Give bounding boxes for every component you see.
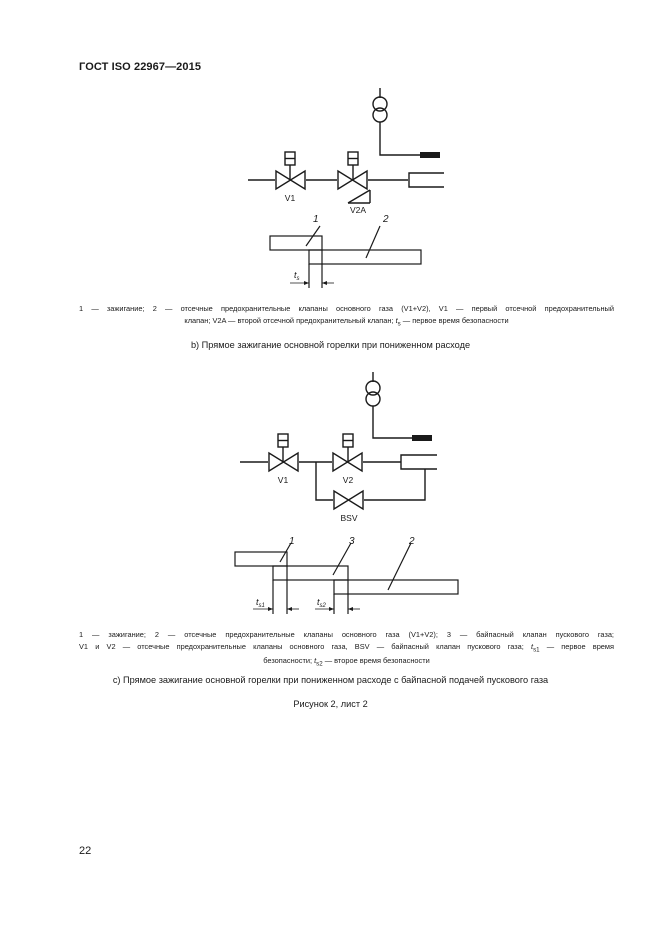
legend-c-line2: V1 и V2 — отсечные предохранительные клапаны основного газа, BSV — байпасный клапан пускового газа; $t_{s1}$ — первое время [79, 641, 614, 653]
caption-b: b) Прямое зажигание основной горелки при пониженном расходе [190, 340, 471, 350]
valve-v2-symbol [333, 434, 362, 471]
document-header: ГОСТ ISO 22967—2015 [79, 61, 202, 73]
legend-b-line1: 1 — зажигание; 2 — отсечные предохранительные клапаны основного газа (V1+V2), V1 — первый отсечной предохранительный [79, 304, 614, 313]
ts-label: $t_s$ [294, 270, 300, 282]
bar-c-number-2: 2 [409, 536, 415, 547]
bar-c-number-3: 3 [349, 536, 355, 547]
legend-c-line3: безопасности; $t_{s2}$ — второе время безопасности [263, 656, 430, 668]
figure-label: Рисунок 2, лист 2 [293, 699, 368, 709]
label-v1c: V1 [277, 475, 289, 485]
bar-number-2: 2 [383, 214, 389, 225]
label-v1: V1 [284, 193, 296, 203]
valve-v1c-symbol [269, 434, 298, 471]
legend-c-line1: 1 — зажигание; 2 — отсечные предохранительные клапаны основного газа (V1+V2); 3 — байпасный клапан пускового газа; [79, 630, 614, 639]
label-v2a: V2A [349, 205, 367, 215]
page-number: 22 [79, 845, 92, 857]
bar-number-1: 1 [313, 214, 319, 225]
caption-c: c) Прямое зажигание основной горелки при пониженном расходе с байпасной подачей пускового газа [112, 675, 549, 685]
label-bsv: BSV [340, 513, 358, 523]
ts2-label: $t_{s2}$ [317, 597, 326, 609]
valve-bsv-symbol [334, 491, 363, 509]
transformer-c-symbol [366, 372, 412, 438]
legend-c [79, 629, 614, 670]
label-v2: V2 [342, 475, 354, 485]
bar-ignition-c [235, 552, 287, 566]
bar-c-number-1: 1 [289, 536, 295, 547]
bar-main-gas-c [334, 580, 458, 594]
ts1-label: $t_{s1}$ [256, 597, 265, 609]
ignition-electrode-c [412, 435, 432, 441]
legend-b-line2: клапан; V2A — второй отсечной предохранительный клапан; $t_s$ — первое время безопасности [184, 315, 509, 327]
